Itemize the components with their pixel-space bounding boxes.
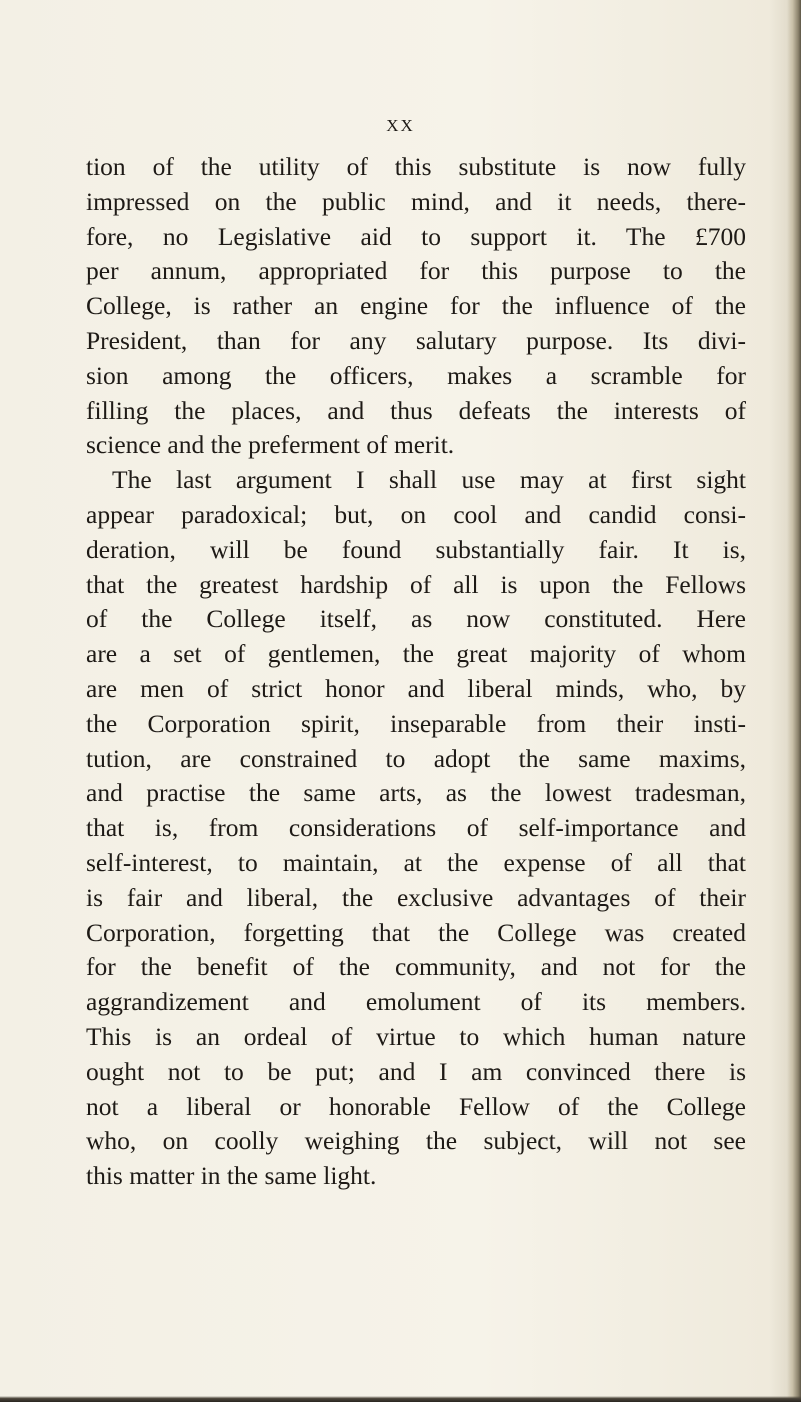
- text-line: science and the preferment of merit.: [86, 430, 455, 460]
- page-bottom-edge: [0, 1396, 801, 1402]
- text-line: This is an ordeal of virtue to which human nature: [86, 1021, 746, 1051]
- text-line: are a set of gentlemen, the great majority of whom: [86, 639, 746, 669]
- text-line: filling the places, and thus defeats the interests of: [86, 395, 746, 425]
- text-line: and practise the same arts, as the lowest tradesman,: [86, 778, 746, 808]
- text-line: not a liberal or honorable Fellow of the College: [86, 1091, 746, 1121]
- text-line: self-interest, to maintain, at the expense of all that: [86, 847, 746, 877]
- text-line: impressed on the public mind, and it needs, there-: [86, 186, 746, 216]
- page-edge-shadow: [787, 0, 801, 1402]
- text-line: who, on coolly weighing the subject, will not see: [86, 1126, 746, 1156]
- text-line: the Corporation spirit, inseparable from their insti-: [86, 708, 746, 738]
- text-line: fore, no Legislative aid to support it. The £700: [86, 221, 746, 251]
- paragraph-first-line: The last argument I shall use may at first sight: [112, 465, 746, 495]
- text-line: per annum, appropriated for this purpose to the: [86, 256, 746, 286]
- body-text: [86, 150, 746, 1194]
- text-line: appear paradoxical; but, on cool and candid consi-: [86, 499, 746, 529]
- text-line: are men of strict honor and liberal minds, who, by: [86, 673, 746, 703]
- text-line: this matter in the same light.: [86, 1161, 377, 1191]
- text-line: ought not to be put; and I am convinced there is: [86, 1056, 746, 1086]
- text-line: tion of the utility of this substitute is now fully: [86, 152, 746, 181]
- text-line: of the College itself, as now constituted. Here: [86, 604, 746, 634]
- text-line: for the benefit of the community, and not for the: [86, 952, 746, 982]
- text-line: that the greatest hardship of all is upon the Fellows: [86, 569, 746, 599]
- text-line: College, is rather an engine for the influence of the: [86, 291, 746, 321]
- text-line: that is, from considerations of self-importance and: [86, 813, 746, 843]
- text-line: tution, are constrained to adopt the same maxims,: [86, 743, 746, 773]
- text-line: aggrandizement and emolument of its members.: [86, 987, 746, 1017]
- text-line: President, than for any salutary purpose. Its divi-: [86, 325, 746, 355]
- text-line: sion among the officers, makes a scramble for: [86, 360, 746, 390]
- text-line: Corporation, forgetting that the College was created: [86, 917, 746, 947]
- page-number: XX: [386, 116, 415, 135]
- text-line: is fair and liberal, the exclusive advantages of their: [86, 882, 746, 912]
- text-line: deration, will be found substantially fair. It is,: [86, 534, 746, 564]
